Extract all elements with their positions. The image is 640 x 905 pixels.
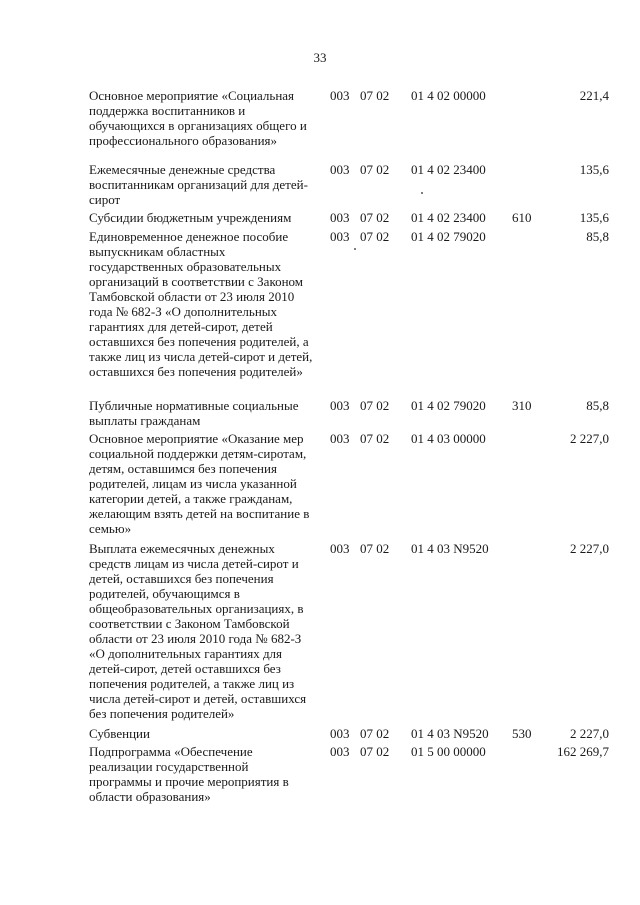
row-target-code: 01 4 03 N9520	[411, 541, 489, 556]
table-row	[89, 162, 609, 210]
row-target-code: 01 4 02 00000	[411, 88, 486, 103]
table-row	[89, 726, 609, 744]
row-target-code: 01 4 02 23400	[411, 210, 486, 225]
table-row	[89, 541, 609, 726]
row-ministry-code: 003	[330, 726, 350, 741]
row-amount: 135,6	[579, 210, 609, 225]
row-target-code: 01 4 02 23400	[411, 162, 486, 177]
row-amount: 135,6	[579, 162, 609, 177]
row-target-code: 01 5 00 00000	[411, 744, 486, 759]
row-amount: 85,8	[586, 229, 609, 244]
row-ministry-code: 003	[330, 541, 350, 556]
table-row	[89, 229, 609, 398]
row-name: Подпрограмма «Обеспечение реализации государственной программы и прочие мероприятия в области образования»	[89, 744, 289, 804]
row-section-code: 07 02	[360, 398, 390, 413]
row-expense-kind: 530	[512, 726, 532, 741]
page-number: 33	[313, 50, 327, 65]
scan-speck	[421, 192, 423, 194]
row-name: Субвенции	[89, 726, 150, 741]
table-row	[89, 210, 609, 229]
row-ministry-code: 003	[330, 744, 350, 759]
scan-speck	[354, 248, 356, 250]
row-name: Основное мероприятие «Оказание мер социальной поддержки детям-сиротам, детям, оставшимся без попечения родителей, лицам из числа указанной категории детей, а также гражданам, желающим взять детей на воспитание в семью»	[89, 431, 310, 536]
row-expense-kind: 610	[512, 210, 532, 225]
row-expense-kind: 310	[512, 398, 532, 413]
row-target-code: 01 4 03 00000	[411, 431, 486, 446]
row-section-code: 07 02	[360, 162, 390, 177]
table-row	[89, 88, 609, 162]
row-ministry-code: 003	[330, 398, 350, 413]
row-section-code: 07 02	[360, 431, 390, 446]
row-amount: 2 227,0	[570, 726, 609, 741]
row-name: Основное мероприятие «Социальная поддержка воспитанников и обучающихся в организациях общего и профессионального образования»	[89, 88, 307, 148]
row-amount: 2 227,0	[570, 541, 609, 556]
row-name: Субсидии бюджетным учреждениям	[89, 210, 292, 225]
row-ministry-code: 003	[330, 162, 350, 177]
row-target-code: 01 4 02 79020	[411, 229, 486, 244]
table-row	[89, 744, 609, 808]
budget-table	[89, 88, 609, 808]
row-target-code: 01 4 02 79020	[411, 398, 486, 413]
row-name: Публичные нормативные социальные выплаты гражданам	[89, 398, 299, 428]
row-section-code: 07 02	[360, 726, 390, 741]
table-row	[89, 398, 609, 431]
row-section-code: 07 02	[360, 744, 390, 759]
row-ministry-code: 003	[330, 431, 350, 446]
row-name: Ежемесячные денежные средства воспитанникам организаций для детей-сирот	[89, 162, 308, 207]
row-name: Единовременное денежное пособие выпускникам областных государственных образовательных организаций в соответствии с Законом Тамбовской области от 23 июля 2010 года № 682-З «О дополнительных гарантиях для детей-сирот, детей оставшихся без попечения родителей, а также лиц из числа детей-сирот и детей, оставшихся без попечения родителей»	[89, 229, 313, 379]
row-ministry-code: 003	[330, 229, 350, 244]
row-name: Выплата ежемесячных денежных средств лицам из числа детей-сирот и детей, оставшихся без попечения родителей, обучающимся в общеобразовательных организациях, в соответствии с Законом Тамбовской области от 23 июля 2010 года № 682-З «О дополнительных гарантиях для детей-сирот, детей оставшихся без попечения родителей, а также лиц из числа детей-сирот и детей, оставшихся без попечения родителей»	[89, 541, 307, 721]
row-section-code: 07 02	[360, 88, 390, 103]
row-amount: 85,8	[586, 398, 609, 413]
row-section-code: 07 02	[360, 541, 390, 556]
row-ministry-code: 003	[330, 210, 350, 225]
row-amount: 162 269,7	[557, 744, 609, 759]
row-target-code: 01 4 03 N9520	[411, 726, 489, 741]
row-amount: 2 227,0	[570, 431, 609, 446]
row-ministry-code: 003	[330, 88, 350, 103]
row-section-code: 07 02	[360, 210, 390, 225]
row-amount: 221,4	[579, 88, 609, 103]
row-section-code: 07 02	[360, 229, 390, 244]
table-row	[89, 431, 609, 541]
